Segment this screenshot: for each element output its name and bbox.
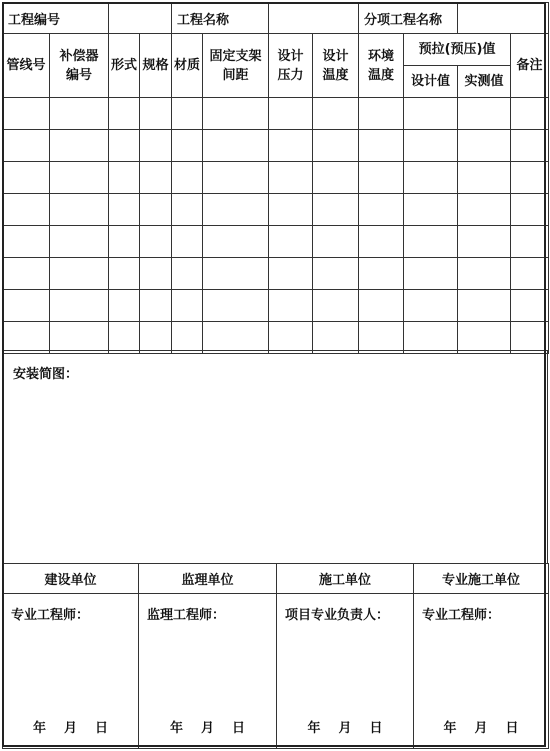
unit-contractor: 施工单位 (277, 564, 414, 594)
date-day: 日 (232, 721, 246, 736)
date-year: 年 (443, 721, 457, 736)
unit-specialty-contractor: 专业施工单位 (414, 564, 549, 594)
col-design-value: 设计值 (404, 66, 458, 98)
date-month: 月 (200, 721, 214, 736)
sub-project-name-label: 分项工程名称 (364, 12, 443, 28)
col-remarks: 备注 (511, 34, 549, 98)
signature-role-contractor: 项目专业负责人： (285, 608, 390, 623)
date-month: 月 (338, 721, 352, 736)
date-year: 年 (32, 721, 46, 736)
col-compensator-no-line2: 编号 (66, 67, 93, 83)
date-year: 年 (169, 721, 183, 736)
unit-supervision: 监理单位 (139, 564, 277, 594)
col-prestretch-group: 预拉(预压)值 (404, 34, 511, 66)
col-pipeline-no: 管线号 (3, 34, 50, 98)
col-material: 材质 (172, 34, 203, 98)
date-month: 月 (63, 721, 77, 736)
col-compensator-no-line1: 补偿器 (59, 48, 99, 64)
signature-role-owner: 专业工程师： (11, 608, 90, 623)
col-fixed-support-line2: 间距 (222, 67, 249, 83)
signature-role-specialty: 专业工程师： (422, 608, 501, 623)
date-year: 年 (307, 721, 321, 736)
project-no-label: 工程编号 (8, 12, 61, 28)
outer-border (2, 2, 546, 747)
signature-role-supervision: 监理工程师： (147, 608, 226, 623)
col-measured-value: 实测值 (458, 66, 511, 98)
installation-sketch-label: 安装简图： (13, 367, 79, 382)
date-month: 月 (474, 721, 488, 736)
date-day: 日 (95, 721, 109, 736)
col-spec: 规格 (140, 34, 172, 98)
col-design-pressure-line1: 设计 (277, 48, 304, 64)
col-design-temp-line1: 设计 (322, 48, 349, 64)
date-day: 日 (369, 721, 383, 736)
col-fixed-support-line1: 固定支架 (209, 48, 262, 64)
col-ambient-temp-line1: 环境 (368, 48, 395, 64)
unit-construction-owner: 建设单位 (3, 564, 139, 594)
col-design-temp-line2: 温度 (322, 67, 349, 83)
col-ambient-temp-line2: 温度 (368, 67, 395, 83)
col-design-pressure-line2: 压力 (277, 67, 304, 83)
project-name-label: 工程名称 (177, 12, 230, 28)
col-form: 形式 (109, 34, 140, 98)
date-day: 日 (505, 721, 519, 736)
